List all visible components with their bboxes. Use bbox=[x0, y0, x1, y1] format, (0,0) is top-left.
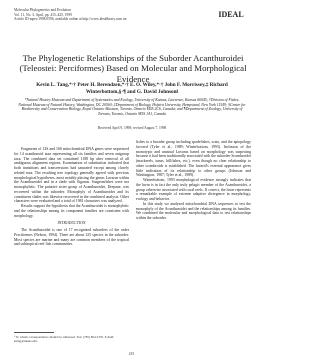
section-heading: INTRODUCTION bbox=[57, 221, 86, 226]
abstract-paragraph-1: Fragments of 12S and 16S mitochondrial DNA genes were sequenced for 14 acanthuroid taxa representing all six families and seven outgroup taxa. The combined data set contained 1188 bp after removal of all ambiguous alignment regions. Examination of substitution indicated that both transitions and transversions had saturated except among closely related taxa. The resulting tree topology generally agreed with previous morphological hypotheses, most notably placing the genus Luvarus within the Acanthuroidei and in a clade with Siganus. Surgeonfishes were not monophyletic. The putative sister group of Acanthuroidei, Drepane, was recovered within the suborder. Monophyly of Acanthuroidei and its constituent clades was likewise recovered in the combined analysis. Other characters were evaluated and a total of 1981 characters was analyzed. bbox=[14, 147, 129, 204]
body-paragraph-1: fishes to a broader group including spadefishes, scats, and the aptopology favored (Tyler et al., 1989; Winterbottom, 1993). Inclusion of the monotypic and unusual Luvarus based on morphology was surprising because it had been traditionally associated with the suborder Scombroidei (mackerels, tunas, billfishes, etc.), even though no clear relationship to other scombroids is established. The luvarid's external appearance gives little indication of its relationship to other groups (Johnson and Washington, 1987; Tyler et al., 1989). bbox=[136, 140, 251, 178]
journal-logo bbox=[214, 8, 248, 20]
affiliations: *Natural History Museum and Department of Systematics and Ecology, University of Kansas, Lawrence, Kansas 66045; †Division of Fishes, National Museum of Natural History, Washington, DC 20560; ‡Department of Biology, Hofstra University, Hempstead, New York 11549; §Centre for Biodiversity and Conservation Biology, Royal Ontario Museum, Toronto, Ontario M5S 2C6, Canada; and ¶Department of Zoology, University of Toronto, Toronto, Ontario M5S 1A1, Canada bbox=[18, 98, 246, 117]
body-paragraph-3: In this study we analyzed mitochondrial DNA sequences to test the monophyly of the Acanthuroidei and the relationships among its families. We combined the molecular and morphological data to test relationships within the suborder. bbox=[136, 201, 251, 220]
journal-article-id: Article ID mpev.1998.0596, available online at http://www.idealibrary.com on bbox=[14, 17, 127, 22]
left-column bbox=[14, 147, 129, 247]
footnote: ¹ To whom correspondence should be addressed. Fax: (785) 864-5335. E-mail: ktang@ukans.edu. bbox=[14, 335, 115, 343]
footnote-rule bbox=[14, 332, 54, 333]
intro-paragraph: The Acanthuroidei is one of 17 recognized suborders of the order Perciformes (Nelson, 1994). There are about 125 species in the suborder. Most species are marine and many are common members of the tropical and subtropical reef fish communities. bbox=[14, 228, 129, 247]
article-title: The Phylogenetic Relationships of the Suborder Acanthuroidei (Teleostei: Perciformes) Based on Molecular and Morphological Evidence bbox=[19, 52, 247, 84]
page-number: 415 bbox=[128, 352, 135, 356]
right-column bbox=[136, 140, 251, 221]
abstract-paragraph-2: Results support the hypothesis that the Acanthuroidei is monophyletic and the relationships among its component families are consistent with morphology. bbox=[14, 204, 129, 218]
journal-volume: Vol. 11, No. 3, April, pp. 415–425, 1999 bbox=[14, 12, 72, 17]
author-list: Kevin L. Tang,*·† Peter H. Berendzen,*·† E. O. Wiley,*·† John F. Morrissey,‡ Richard Winterbottom,§·¶ and G. David Johnson‖ bbox=[36, 82, 228, 95]
journal-header bbox=[14, 8, 164, 22]
journal-logo-text: IDEAL bbox=[218, 10, 244, 19]
received-dates: Received April 9, 1998; revised August 7, 1998 bbox=[97, 126, 167, 130]
journal-name: Molecular Phylogenetics and Evolution bbox=[14, 8, 71, 12]
body-paragraph-2: Winterbottom, 1993 morphological evidence strongly indicates that the luvar is in fact the only truly pelagic member of the Acanthuroidei, a group otherwise associated with coral reefs. If correct, the luvar represents a remarkable example of extreme adaptive divergence in morphology, ecology and behavior. bbox=[136, 178, 251, 201]
